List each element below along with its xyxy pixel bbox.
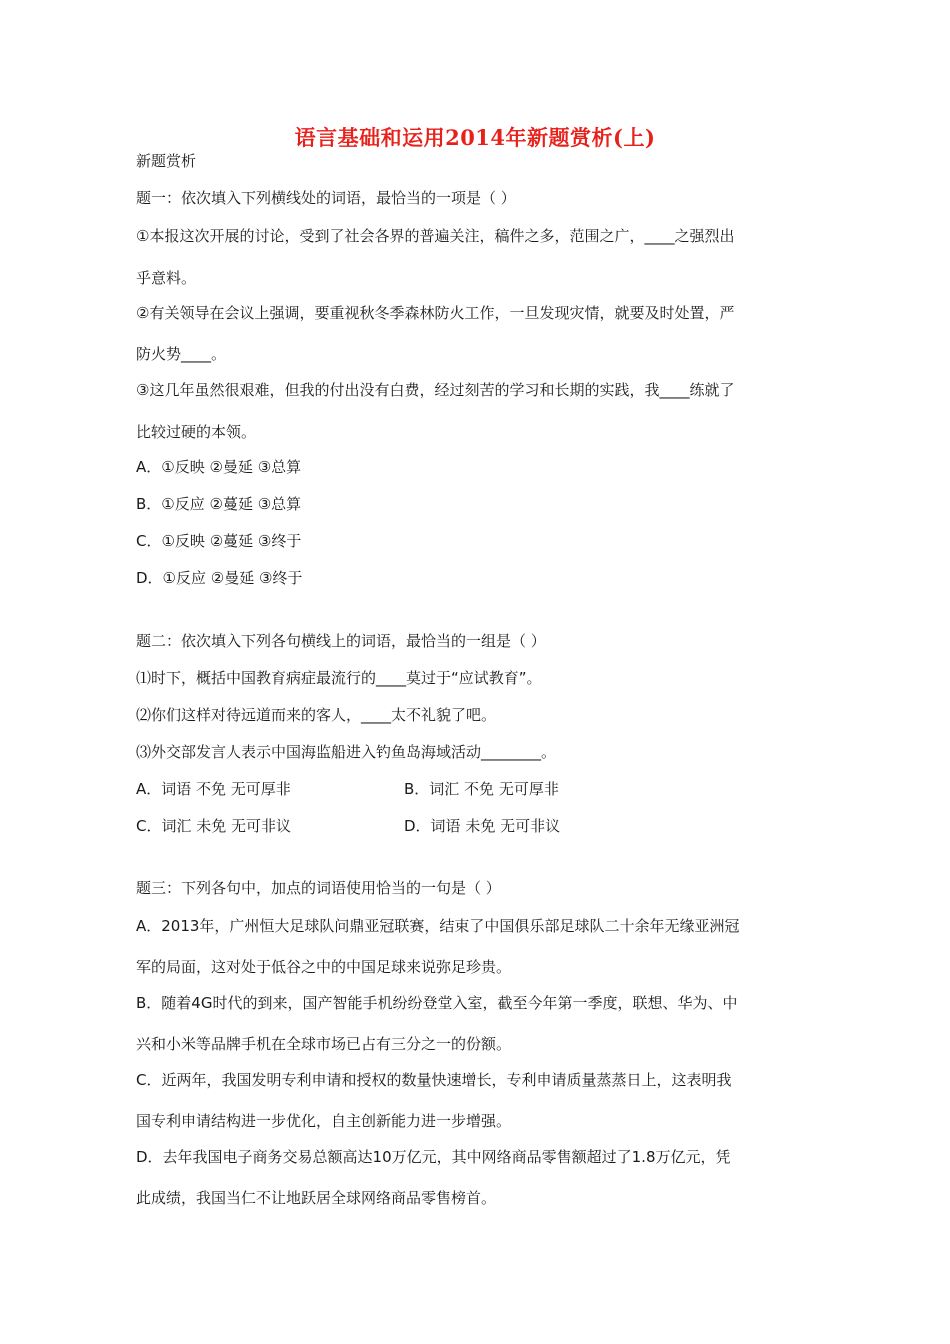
q3-option-a: A．2013年，广州恒大足球队问鼎亚冠联赛，结束了中国俱乐部足球队二十余年无缘亚洲冠: [136, 917, 740, 935]
q1-sentence-2-cont: 防火势____。: [136, 345, 227, 363]
q3-option-c: C．近两年，我国发明专利申请和授权的数量快速增长，专利申请质量蒸蒸日上，这表明我: [136, 1071, 732, 1089]
document-title: 语言基础和运用2014年新题赏析(上): [294, 125, 656, 150]
q2-option-b: B．词汇 不免 无可厚非: [404, 780, 559, 798]
q1-sentence-3: ③这几年虽然很艰难，但我的付出没有白费，经过刻苦的学习和长期的实践，我____练就了: [136, 381, 735, 399]
q1-stem: 题一：依次填入下列横线处的词语，最恰当的一项是（ ）: [136, 189, 516, 207]
q1-sentence-1-cont: 乎意料。: [136, 269, 197, 287]
q3-option-d-cont: 此成绩，我国当仁不让地跃居全球网络商品零售榜首。: [136, 1189, 497, 1207]
q1-option-c: C．①反映 ②蔓延 ③终于: [136, 532, 302, 550]
q3-option-b: B．随着4G时代的到来，国产智能手机纷纷登堂入室，截至今年第一季度，联想、华为、中: [136, 994, 738, 1012]
q1-sentence-1: ①本报这次开展的讨论，受到了社会各界的普遍关注，稿件之多，范围之广，____之强烈出: [136, 227, 735, 245]
q2-sentence-1: ⑴时下，概括中国教育病症最流行的____莫过于“应试教育”。: [136, 669, 542, 687]
q1-sentence-2: ②有关领导在会议上强调，要重视秋冬季森林防火工作，一旦发现灾情，就要及时处置，严: [136, 304, 735, 322]
q2-option-d: D．词语 未免 无可非议: [404, 817, 561, 835]
q2-sentence-3: ⑶外交部发言人表示中国海监船进入钓鱼岛海域活动________。: [136, 743, 557, 761]
section-label: 新题赏析: [136, 152, 197, 170]
q2-option-a: A．词语 不免 无可厚非: [136, 780, 291, 798]
q3-option-c-cont: 国专利申请结构进一步优化，自主创新能力进一步增强。: [136, 1112, 512, 1130]
q3-option-a-cont: 军的局面，这对处于低谷之中的中国足球来说弥足珍贵。: [136, 958, 512, 976]
q1-sentence-3-cont: 比较过硬的本领。: [136, 423, 257, 441]
q1-option-b: B．①反应 ②蔓延 ③总算: [136, 495, 302, 513]
q3-option-d: D．去年我国电子商务交易总额高达10万亿元，其中网络商品零售额超过了1.8万亿元，凭: [136, 1148, 731, 1166]
q1-option-a: A．①反映 ②曼延 ③总算: [136, 458, 302, 476]
q2-option-c: C．词汇 未免 无可非议: [136, 817, 292, 835]
q3-stem: 题三：下列各句中，加点的词语使用恰当的一句是（ ）: [136, 879, 501, 897]
q2-sentence-2: ⑵你们这样对待远道而来的客人，____太不礼貌了吧。: [136, 706, 497, 724]
q1-option-d: D．①反应 ②曼延 ③终于: [136, 569, 303, 587]
q3-option-b-cont: 兴和小米等品牌手机在全球市场已占有三分之一的份额。: [136, 1035, 512, 1053]
q2-stem: 题二：依次填入下列各句横线上的词语，最恰当的一组是（ ）: [136, 632, 546, 650]
